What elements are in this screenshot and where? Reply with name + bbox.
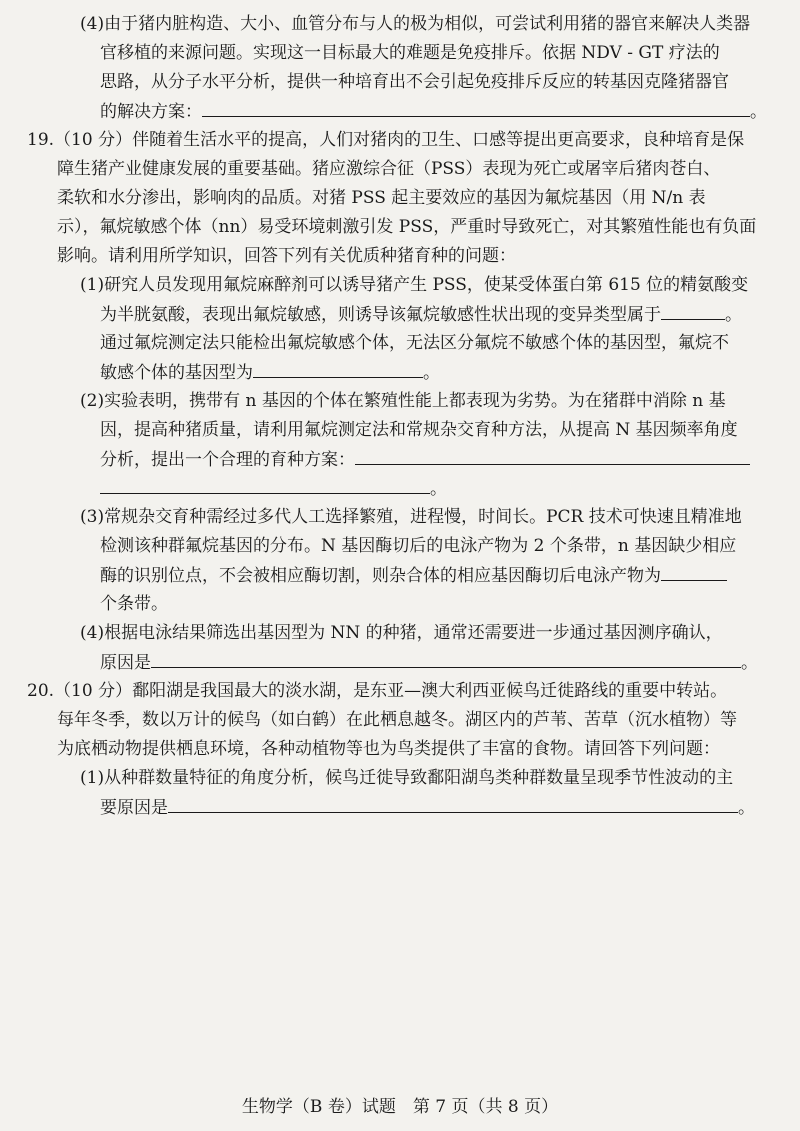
answer-blank[interactable] — [661, 302, 725, 320]
q18-4-line4-end: 。 — [750, 102, 767, 122]
q19-3-line4: 个条带。 — [100, 594, 168, 614]
q19-4-line2-text: 原因是 — [100, 653, 151, 673]
q19-line1: 19.（10 分）伴随着生活水平的提高，人们对猪肉的卫生、口感等提出更高要求，良种培育是保 — [27, 130, 745, 150]
q20-line1: 20.（10 分）鄱阳湖是我国最大的淡水湖，是东亚—澳大利西亚候鸟迁徙路线的重要中转站。 — [27, 681, 728, 701]
q19-1-line2 — [100, 302, 742, 326]
q19-4-line2 — [100, 650, 758, 674]
q20-1-line2 — [100, 795, 755, 819]
q19-3-line1: (3)常规杂交育种需经过多代人工选择繁殖，进程慢，时间长。PCR 技术可快速且精准地 — [80, 507, 742, 527]
q19-line3: 柔软和水分渗出，影响肉的品质。对猪 PSS 起主要效应的基因为氟烷基因（用 N/n 表 — [57, 188, 706, 208]
q19-line5: 影响。请利用所学知识，回答下列有关优质种猪育种的问题： — [57, 246, 516, 266]
q19-1-line4-text: 敏感个体的基因型为 — [100, 363, 253, 383]
q19-3-line3 — [100, 563, 727, 587]
q20-line2: 每年冬季，数以万计的候鸟（如白鹤）在此栖息越冬。湖区内的芦苇、苦草（沉水植物）等 — [57, 710, 737, 730]
q19-line4: 示），氟烷敏感个体（nn）易受环境刺激引发 PSS，严重时导致死亡，对其繁殖性能也有负面 — [57, 217, 757, 237]
q19-2-line2: 因，提高种猪质量，请利用氟烷测定法和常规杂交育种方法，从提高 N 基因频率角度 — [100, 420, 738, 440]
answer-blank[interactable] — [202, 99, 750, 117]
answer-blank[interactable] — [168, 795, 738, 813]
q20-1-line2-end: 。 — [738, 798, 755, 818]
q19-line2: 障生猪产业健康发展的重要基础。猪应激综合征（PSS）表现为死亡或屠宰后猪肉苍白、 — [57, 159, 721, 179]
page-footer: 生物学（B 卷）试题 第 7 页（共 8 页） — [241, 1097, 559, 1117]
answer-blank[interactable] — [253, 360, 423, 378]
q18-4-line4 — [100, 99, 767, 123]
q19-1-line1: (1)研究人员发现用氟烷麻醉剂可以诱导猪产生 PSS，使某受体蛋白第 615 位的精氨酸变 — [80, 275, 749, 295]
q19-1-line2-end: 。 — [725, 305, 742, 325]
q19-1-line2-text: 为半胱氨酸，表现出氟烷敏感，则诱导该氟烷敏感性状出现的变异类型属于 — [100, 305, 661, 325]
q20-1-line1: (1)从种群数量特征的角度分析，候鸟迁徙导致鄱阳湖鸟类种群数量呈现季节性波动的主 — [80, 768, 734, 788]
q19-2-line1: (2)实验表明，携带有 n 基因的个体在繁殖性能上都表现为劣势。为在猪群中消除 n 基 — [80, 391, 726, 411]
answer-blank[interactable] — [151, 650, 741, 668]
q18-4-line4-text: 的解决方案： — [100, 102, 202, 122]
q19-2-line3 — [100, 447, 750, 471]
q19-2-line4 — [100, 476, 447, 500]
q19-3-line2: 检测该种群氟烷基因的分布。N 基因酶切后的电泳产物为 2 个条带，n 基因缺少相应 — [100, 536, 737, 556]
q19-1-line4 — [100, 360, 440, 384]
answer-blank[interactable] — [355, 447, 750, 465]
q18-4-line3: 思路，从分子水平分析，提供一种培育出不会引起免疫排斥反应的转基因克隆猪器官 — [100, 72, 729, 92]
q19-2-line3-text: 分析，提出一个合理的育种方案： — [100, 450, 355, 470]
q19-4-line2-end: 。 — [741, 653, 758, 673]
q19-4-line1: (4)根据电泳结果筛选出基因型为 NN 的种猪，通常还需要进一步通过基因测序确认， — [80, 623, 723, 643]
q19-1-line4-end: 。 — [423, 363, 440, 383]
q20-1-line2-text: 要原因是 — [100, 798, 168, 818]
answer-blank[interactable] — [661, 563, 727, 581]
q19-1-line3: 通过氟烷测定法只能检出氟烷敏感个体，无法区分氟烷不敏感个体的基因型，氟烷不 — [100, 333, 729, 353]
q19-2-line4-end: 。 — [430, 479, 447, 499]
answer-blank[interactable] — [100, 476, 430, 494]
q19-3-line3-text: 酶的识别位点，不会被相应酶切割，则杂合体的相应基因酶切后电泳产物为 — [100, 566, 661, 586]
q20-line3: 为底栖动物提供栖息环境，各种动植物等也为鸟类提供了丰富的食物。请回答下列问题： — [57, 739, 720, 759]
q18-4-line1: (4)由于猪内脏构造、大小、血管分布与人的极为相似，可尝试利用猪的器官来解决人类器 — [80, 14, 751, 34]
q18-4-line2: 官移植的来源问题。实现这一目标最大的难题是免疫排斥。依据 NDV - GT 疗法的 — [100, 43, 720, 63]
